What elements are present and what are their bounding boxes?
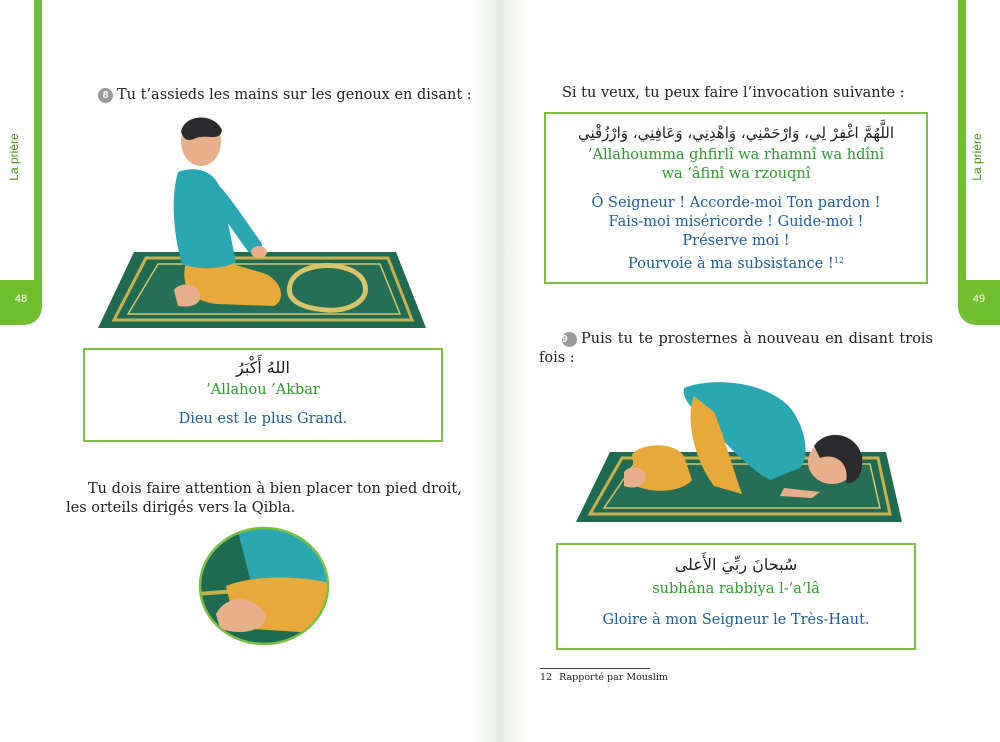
step-9-line xyxy=(539,330,933,349)
arabic-text: اللهُ أَكْبَرُ xyxy=(236,358,290,377)
translation-text: Pourvoie à ma subsistance ! xyxy=(628,256,834,272)
step-number-badge: 9 xyxy=(562,332,577,347)
translation-text: Gloire à mon Seigneur le Très-Haut. xyxy=(602,612,870,628)
page-number: 48 xyxy=(14,293,28,305)
footnote-reference: 12 xyxy=(833,256,844,265)
foot-detail-illustration xyxy=(196,524,332,648)
invocation-intro: Si tu veux, tu peux faire l’invocation suivante : xyxy=(562,85,905,101)
step-8-paragraph xyxy=(98,86,478,105)
translation-text: Dieu est le plus Grand. xyxy=(178,411,348,427)
foot-placement-note xyxy=(66,480,476,518)
note-line: les orteils dirigés vers la Qibla. xyxy=(66,500,296,516)
kneeling-boy-illustration xyxy=(96,112,426,332)
side-tab-left xyxy=(0,0,42,325)
footnote-divider xyxy=(540,668,650,669)
translation-line: Ô Seigneur ! Accorde-moi Ton pardon ! xyxy=(591,195,881,211)
step-9-text: Puis tu te prosternes à nouveau en disant trois xyxy=(581,331,933,347)
footnote-number: 12 xyxy=(540,672,553,683)
sujud-box xyxy=(556,543,916,650)
note-line: Tu dois faire attention à bien placer ton pied droit, xyxy=(88,481,462,497)
prostrating-boy-illustration xyxy=(574,376,904,526)
translation-line xyxy=(546,251,926,274)
page-number: 49 xyxy=(972,293,986,305)
transliteration-line: wa ‘âfinî wa rzouqnî xyxy=(661,166,811,182)
step-number-badge: 8 xyxy=(98,88,113,103)
transliteration-text: ’Allahou ’Akbar xyxy=(206,382,320,398)
takbir-box xyxy=(83,348,443,442)
translation-line: Fais-moi miséricorde ! Guide-moi ! xyxy=(608,214,864,230)
translation-line: Préserve moi ! xyxy=(682,233,790,249)
footnote-text: Rapporté par Mouslim xyxy=(559,672,668,683)
step-9-line: fois : xyxy=(539,350,575,366)
book-gutter xyxy=(468,0,532,742)
transliteration-line: ’Allahoumma ghfirlî wa rhamnî wa hdînî xyxy=(587,147,885,163)
transliteration-text: subhâna rabbiya l-’a‘lâ xyxy=(652,581,820,597)
footnote xyxy=(540,672,668,683)
step-9-paragraph xyxy=(539,330,933,368)
invocation-box xyxy=(544,112,928,284)
arabic-text: اللَّهُمَّ اغْفِرْ لِي، وَارْحَمْنِي، وَاهْدِنِي، وَعَافِنِي، وَارْزُقْنِي xyxy=(577,124,895,142)
chapter-title: La prière xyxy=(970,133,984,181)
step-8-text: Tu t’assieds les mains sur les genoux en disant : xyxy=(117,87,472,103)
arabic-text: سُبحانَ ربِّيَ الأَعلى xyxy=(674,555,798,574)
kneeling-boy xyxy=(174,117,281,306)
side-tab-right xyxy=(958,0,1000,325)
chapter-title: La prière xyxy=(7,133,21,181)
